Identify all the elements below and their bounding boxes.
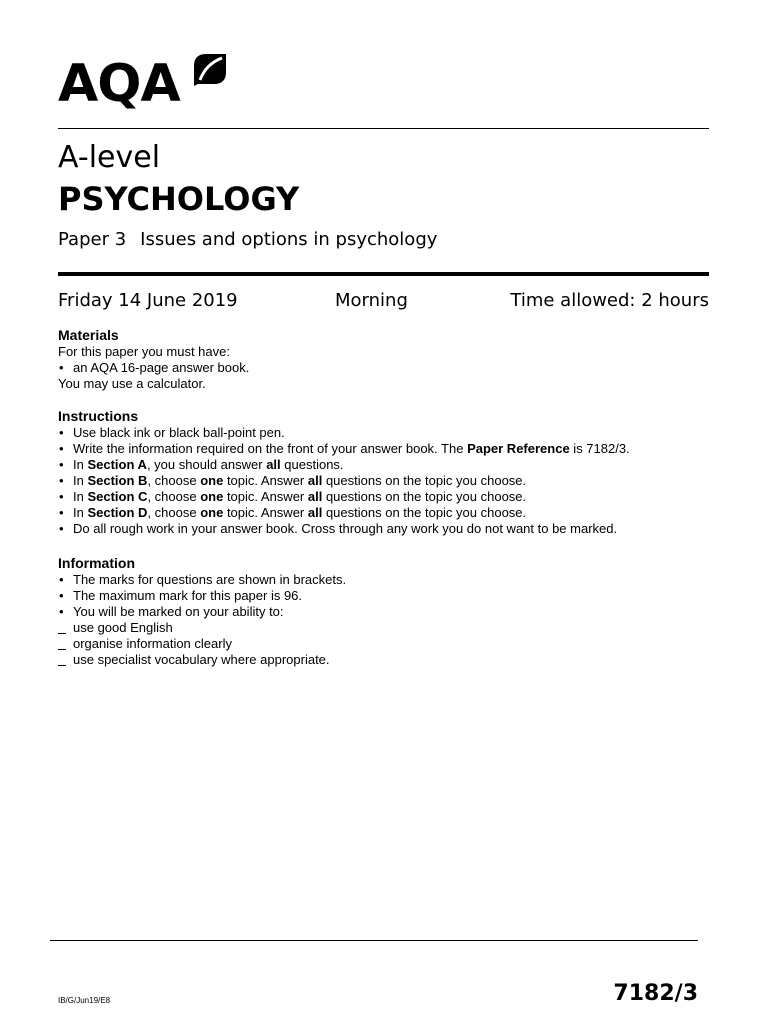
section-label: Section B (87, 473, 148, 488)
instruction-text: , choose (147, 489, 201, 504)
instruction-text: topic. Answer (223, 489, 308, 504)
instruction-text: topic. Answer (223, 473, 308, 488)
emphasis-one: one (200, 473, 224, 488)
instruction-text: topic. Answer (223, 505, 308, 520)
instruction-text: is 7182/3. (569, 441, 630, 456)
instruction-text: , choose (147, 505, 201, 520)
emphasis-all: all (266, 457, 281, 472)
ability-item: use specialist vocabulary where appropriate. (58, 652, 718, 668)
ability-item: organise information clearly (58, 636, 718, 652)
instruction-item (58, 473, 718, 489)
instruction-text: questions on the topic you choose. (322, 473, 527, 488)
section-label: Section A (87, 457, 147, 472)
instruction-text: In (73, 489, 88, 504)
emphasis-all: all (307, 489, 323, 504)
materials-note: You may use a calculator. (58, 376, 206, 391)
logo-text: AQA (58, 54, 180, 114)
emphasis-all: all (307, 505, 323, 520)
emphasis-one: one (200, 505, 224, 520)
instruction-text: questions on the topic you choose. (322, 489, 527, 504)
instruction-item (58, 489, 718, 505)
qualification-level: A-level (58, 140, 161, 175)
materials-item: • an AQA 16-page answer book. (58, 360, 718, 376)
instructions-heading: Instructions (58, 408, 139, 424)
information-heading: Information (58, 555, 135, 571)
footer-divider (50, 940, 698, 941)
instructions-section (58, 408, 718, 537)
instruction-text: questions. (280, 457, 344, 472)
instruction-text: In (73, 457, 88, 472)
exam-session: Morning (335, 290, 408, 311)
aqa-logo (58, 54, 180, 114)
header-divider (58, 128, 709, 129)
paper-number: Paper 3 (58, 229, 127, 250)
instruction-item: • Do all rough work in your answer book. Cross through any work you do not want to be marked. (58, 521, 718, 537)
instruction-text: Write the information required on the front of your answer book. The (73, 441, 468, 456)
information-item: • You will be marked on your ability to: (58, 604, 718, 620)
instruction-item (58, 441, 718, 457)
exam-details-row (58, 289, 709, 313)
instruction-text: questions on the topic you choose. (322, 505, 527, 520)
section-label: Section D (87, 505, 148, 520)
instruction-text: , choose (147, 473, 201, 488)
paper-code: 7182/3 (613, 981, 698, 1006)
instruction-text: In (73, 473, 88, 488)
subject-title: PSYCHOLOGY (58, 180, 300, 218)
paper-line (58, 228, 437, 252)
information-item: • The marks for questions are shown in brackets. (58, 572, 718, 588)
section-label: Section C (87, 489, 148, 504)
instruction-text: , you should answer (146, 457, 267, 472)
instruction-text: In (73, 505, 88, 520)
materials-section (58, 327, 718, 392)
materials-intro: For this paper you must have: (58, 344, 230, 359)
emphasis-one: one (200, 489, 224, 504)
paper-reference-label: Paper Reference (467, 441, 570, 456)
time-allowed: Time allowed: 2 hours (510, 290, 709, 311)
document-reference: IB/G/Jun19/E8 (58, 996, 111, 1005)
information-section (58, 555, 718, 668)
leaf-icon (192, 52, 228, 86)
emphasis-all: all (307, 473, 323, 488)
exam-date: Friday 14 June 2019 (58, 290, 238, 311)
thick-divider (58, 272, 709, 276)
instruction-item: • Use black ink or black ball-point pen. (58, 425, 718, 441)
instruction-item (58, 457, 718, 473)
instruction-item (58, 505, 718, 521)
ability-item: use good English (58, 620, 718, 636)
paper-title: Issues and options in psychology (140, 229, 438, 250)
materials-heading: Materials (58, 327, 119, 343)
information-item: • The maximum mark for this paper is 96. (58, 588, 718, 604)
